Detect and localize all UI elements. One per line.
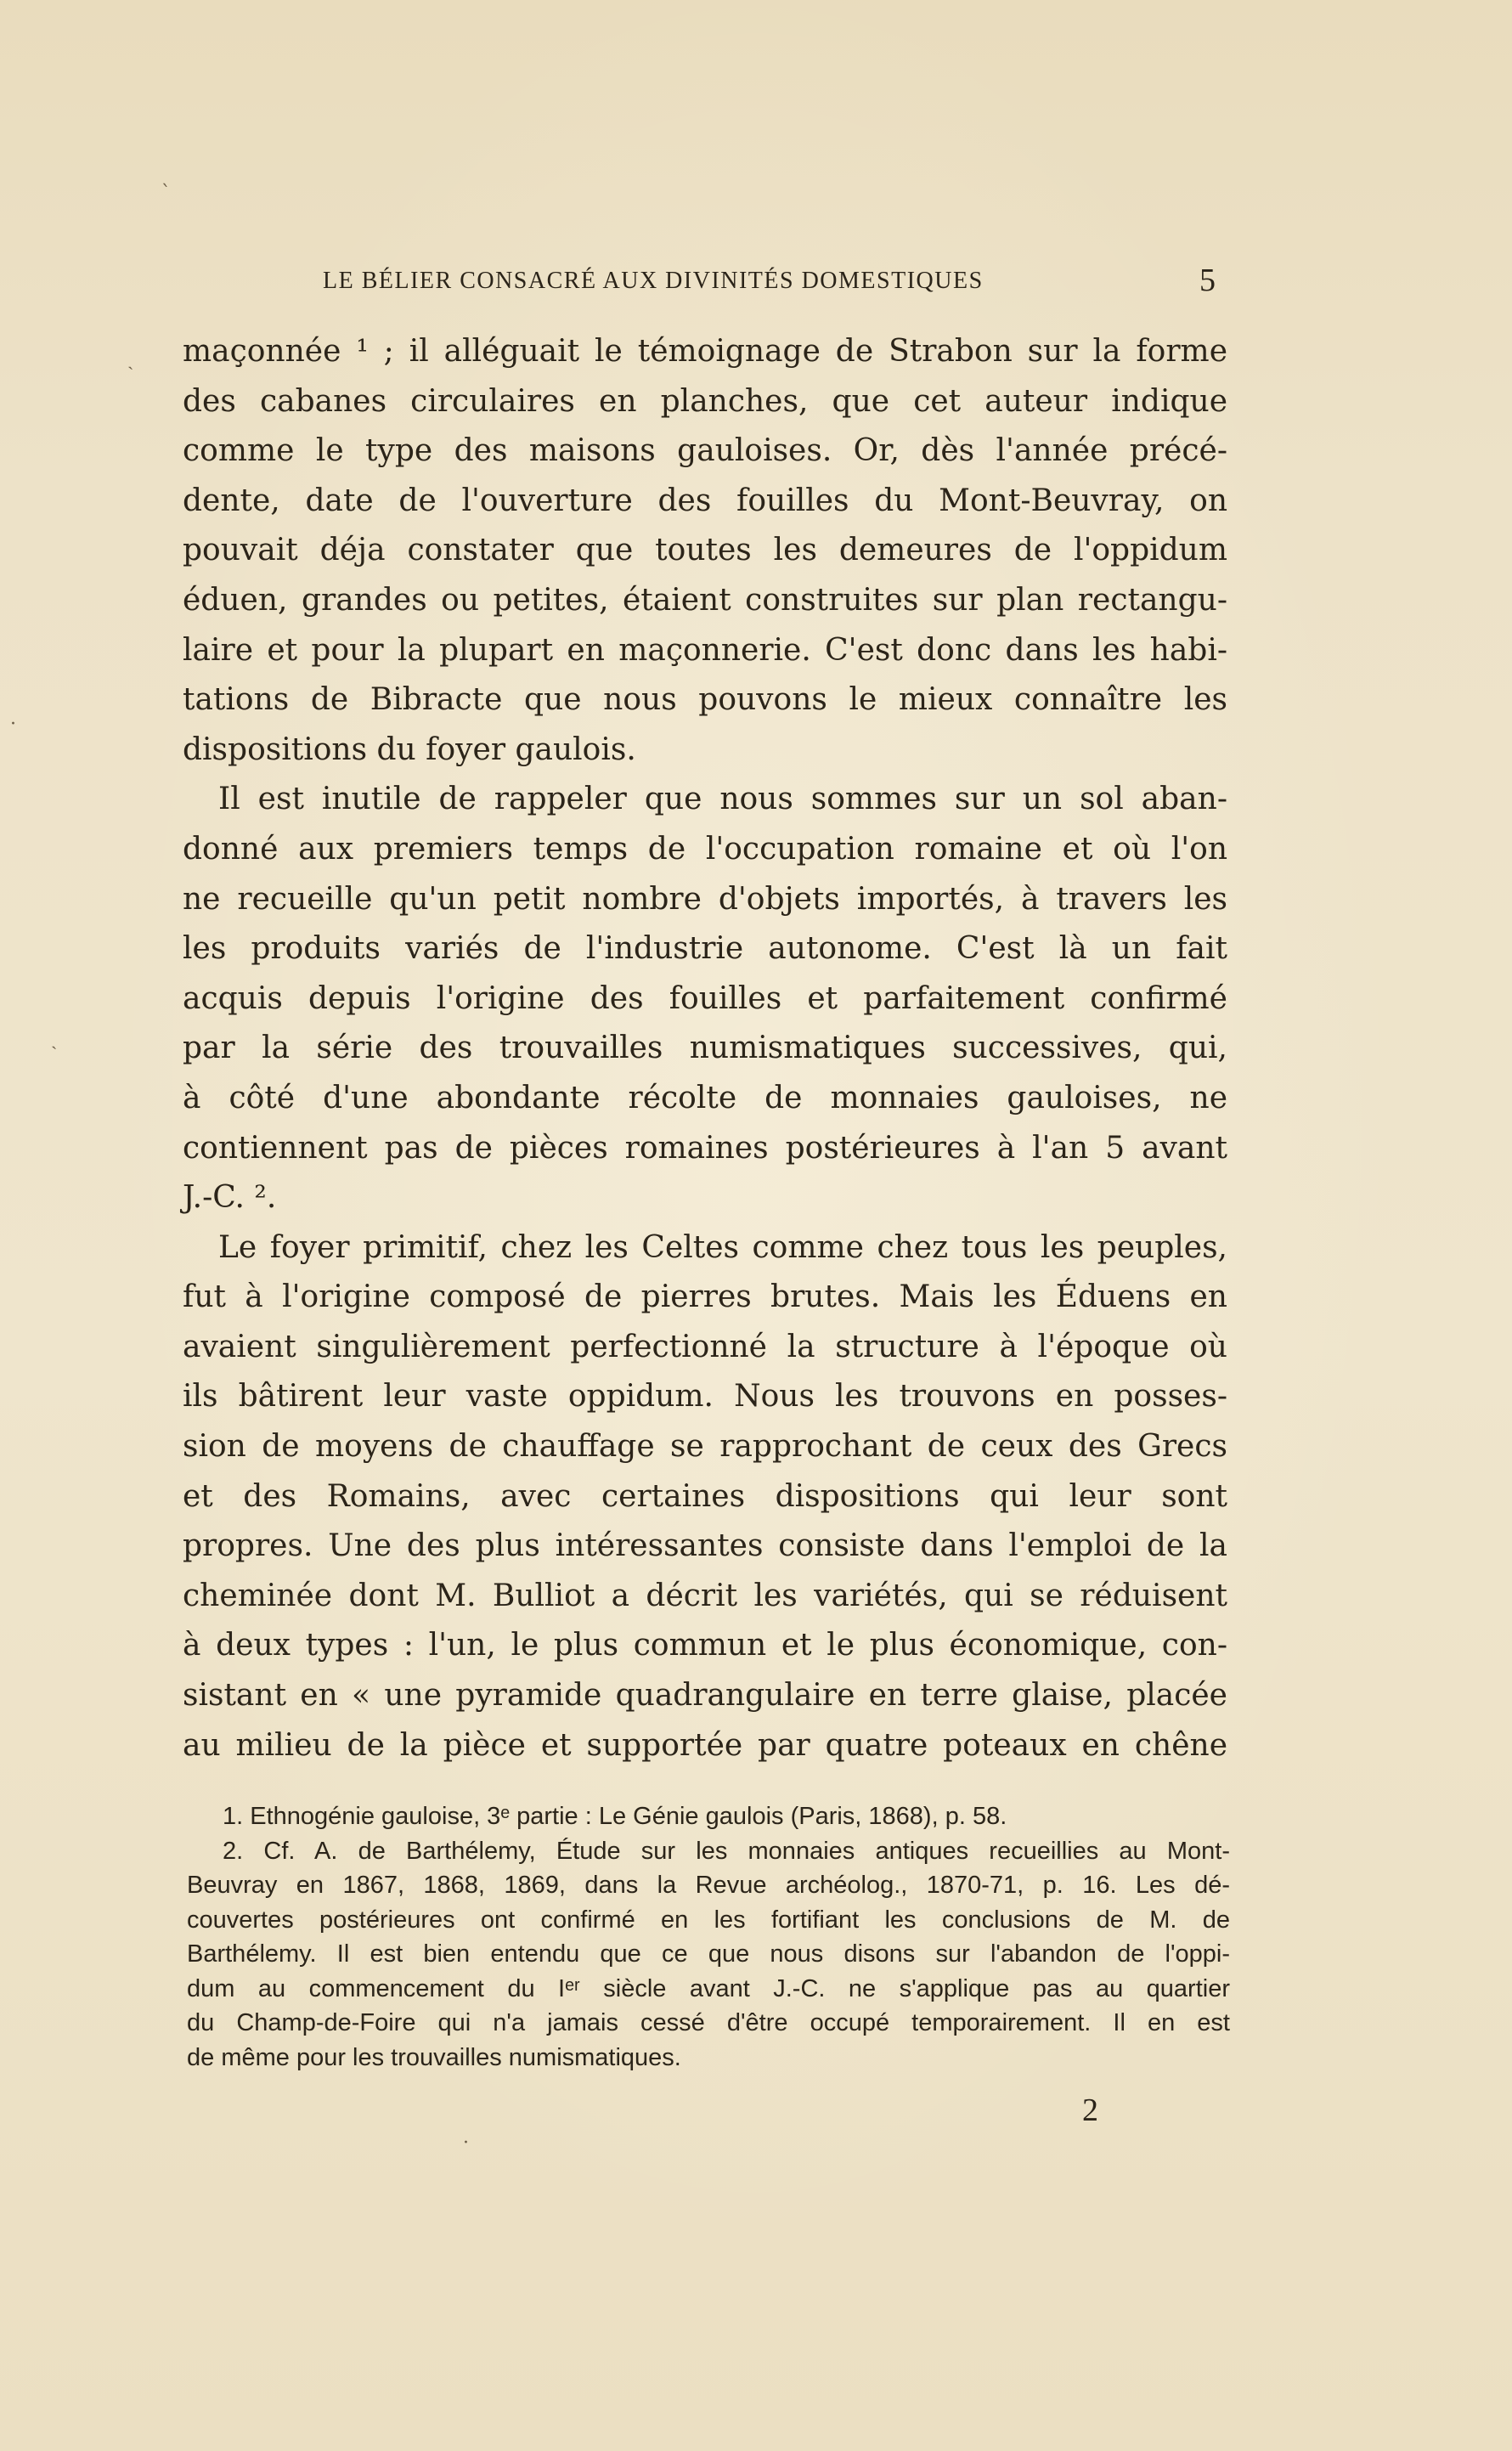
running-head: LE BÉLIER CONSACRÉ AUX DIVINITÉS DOMESTIQUES — [323, 268, 984, 294]
margin-speck: ` — [161, 183, 171, 204]
body-line: par la série des trouvailles numismatiques successives, qui, — [183, 1031, 1227, 1066]
footnote-line: couvertes postérieures ont confirmé en les fortifiant les conclusions de M. de — [187, 1906, 1230, 1934]
body-line: pouvait déja constater que toutes les demeures de l'oppidum — [183, 533, 1227, 568]
body-line: sistant en « une pyramide quadrangulaire en terre glaise, placée — [183, 1678, 1227, 1714]
body-line: maçonnée ¹ ; il alléguait le témoignage de Strabon sur la forme — [183, 334, 1227, 369]
body-line: acquis depuis l'origine des fouilles et parfaitement confirmé — [183, 980, 1227, 1016]
body-line: propres. Une des plus intéressantes consiste dans l'emploi de la — [183, 1528, 1227, 1564]
footnote-line: Beuvray en 1867, 1868, 1869, dans la Revue archéolog., 1870-71, p. 16. Les dé- — [187, 1872, 1230, 1899]
body-line: et des Romains, avec certaines dispositions qui leur sont — [183, 1478, 1227, 1514]
footnote-line: 2. Cf. A. de Barthélemy, Étude sur les monnaies antiques recueillies au Mont- — [223, 1837, 1230, 1865]
margin-speck: · — [10, 714, 16, 735]
body-line: laire et pour la plupart en maçonnerie. C'est donc dans les habi- — [183, 632, 1227, 668]
body-line: cheminée dont M. Bulliot a décrit les variétés, qui se réduisent — [183, 1578, 1227, 1613]
body-line: éduen, grandes ou petites, étaient construites sur plan rectangu- — [183, 582, 1227, 618]
body-line: Le foyer primitif, chez les Celtes comme chez tous les peuples, — [218, 1229, 1227, 1265]
body-line: les produits variés de l'industrie autonome. C'est là un fait — [183, 931, 1227, 967]
margin-speck: ˎ — [127, 349, 134, 370]
body-line: tations de Bibracte que nous pouvons le mieux connaître les — [183, 682, 1227, 718]
footnote-line: 1. Ethnogénie gauloise, 3ᵉ partie : Le Génie gaulois (Paris, 1868), p. 58. — [223, 1803, 1007, 1830]
body-line: sion de moyens de chauffage se rapprochant de ceux des Grecs — [183, 1429, 1227, 1465]
body-line: fut à l'origine composé de pierres brutes. Mais les Éduens en — [183, 1279, 1227, 1315]
page-number: 5 — [1199, 263, 1216, 298]
body-line: comme le type des maisons gauloises. Or, dès l'année précé- — [183, 433, 1227, 469]
body-line: avaient singulièrement perfectionné la structure à l'époque où — [183, 1329, 1227, 1364]
body-line: ne recueille qu'un petit nombre d'objets importés, à travers les — [183, 881, 1227, 917]
body-line: Il est inutile de rappeler que nous sommes sur un sol aban- — [218, 782, 1227, 817]
footnotes — [187, 1799, 1230, 2075]
footnote-line: de même pour les trouvailles numismatiques. — [187, 2043, 681, 2071]
body-line: ils bâtirent leur vaste oppidum. Nous les trouvons en posses- — [183, 1379, 1227, 1415]
footnote-line: dum au commencement du Iᵉʳ siècle avant J.-C. ne s'applique pas au quartier — [187, 1974, 1230, 2002]
body-line: à deux types : l'un, le plus commun et le plus économique, con- — [183, 1628, 1227, 1663]
margin-speck: · — [463, 2132, 469, 2154]
body-line: donné aux premiers temps de l'occupation romaine et où l'on — [183, 831, 1227, 867]
footnote-line: du Champ-de-Foire qui n'a jamais cessé d'être occupé temporairement. Il en est — [187, 2009, 1230, 2036]
body-line: dispositions du foyer gaulois. — [183, 731, 636, 767]
body-line: des cabanes circulaires en planches, que cet auteur indique — [183, 383, 1227, 419]
body-line: J.-C. ². — [183, 1180, 277, 1216]
body-line: contiennent pas de pièces romaines postérieures à l'an 5 avant — [183, 1130, 1227, 1166]
body-line: au milieu de la pièce et supportée par quatre poteaux en chêne — [183, 1727, 1227, 1763]
margin-speck: ˎ — [51, 1029, 58, 1050]
body-text — [183, 327, 1227, 1770]
body-line: dente, date de l'ouverture des fouilles du Mont-Beuvray, on — [183, 483, 1227, 518]
body-line: à côté d'une abondante récolte de monnaies gauloises, ne — [183, 1080, 1227, 1115]
footnote-line: Barthélemy. Il est bien entendu que ce que nous disons sur l'abandon de l'oppi- — [187, 1940, 1230, 1968]
signature-mark: 2 — [1082, 2092, 1098, 2128]
